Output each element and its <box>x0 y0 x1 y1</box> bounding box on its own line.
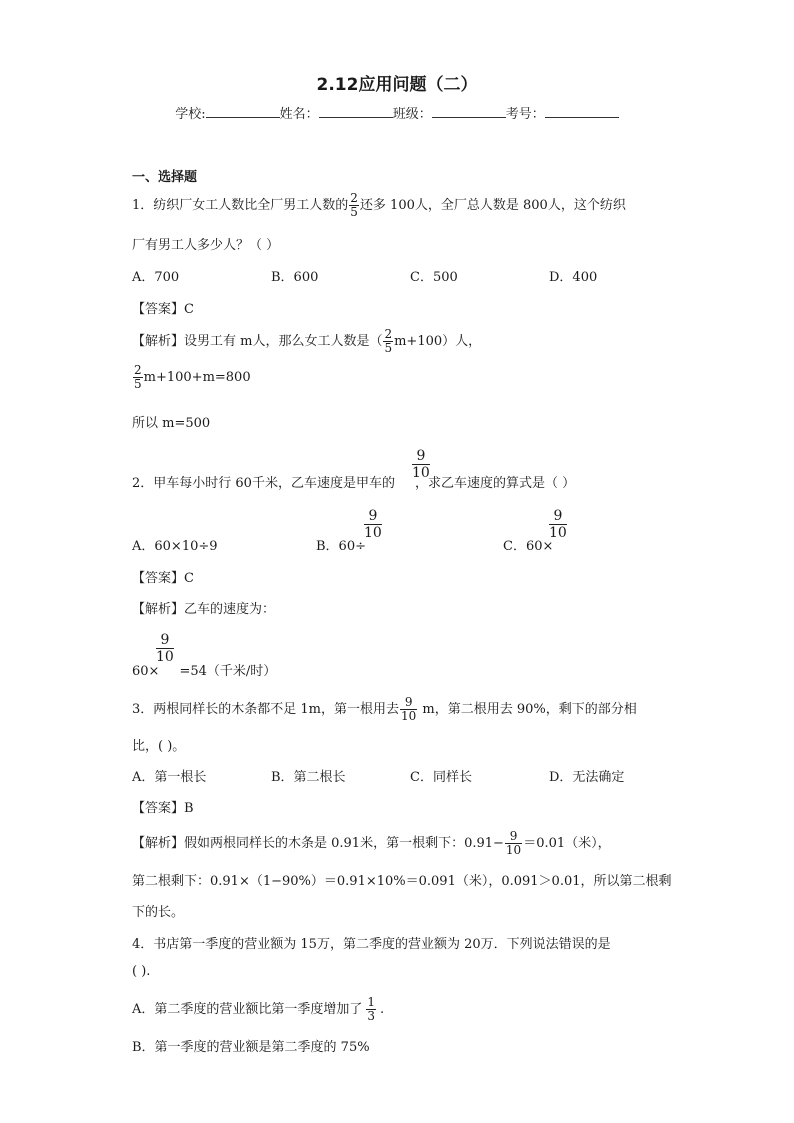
question-4-line-2: ( ). <box>132 964 151 979</box>
q2-option-b-fraction: $\frac{9}{10}$ <box>364 508 382 541</box>
q3-analysis-line-1: 【解析】假如两根同样长的木条是 0.91米，第一根剩下：0.91− $\frac{9}{10}$ ＝0.01（米）， <box>132 829 611 857</box>
q1-option-d: D．400 <box>549 270 598 285</box>
fraction: $\frac{9}{10}$ <box>401 695 417 723</box>
student-info-line <box>0 103 794 122</box>
fraction: $\frac{2}{5}$ <box>350 191 358 219</box>
question-1-line-1: 1．纺织厂女工人数比全厂男工人数的 $\frac{2}{5}$ 还多 100人，全厂总人数是 800人，这个纺织 <box>132 191 626 219</box>
question-1-line-2: 厂有男工人多少人？（ ） <box>132 238 280 253</box>
q3-option-a: A．第一根长 <box>132 770 207 785</box>
class-blank <box>432 105 506 118</box>
q3-option-b: B．第二根长 <box>271 770 346 785</box>
question-3-line-1: 3．两根同样长的木条都不足 1m，第一根用去 $\frac{9}{10}$ m，第二根用去 90%，剩下的部分相 <box>132 695 637 723</box>
q1-option-c: C．500 <box>410 270 458 285</box>
q1-equation: $\frac{2}{5}$ m+100+m=800 <box>134 363 251 391</box>
q1-result: 所以 m=500 <box>132 416 211 431</box>
q3-answer: 【答案】B <box>132 801 194 816</box>
q1-option-a: A．700 <box>132 270 180 285</box>
fraction: $\frac{1}{3}$ <box>367 995 376 1023</box>
question-2-line-1: 2．甲车每小时行 60千米，乙车速度是甲车的 ，求乙车速度的算式是（ ） <box>132 476 576 491</box>
q2-answer: 【答案】C <box>132 571 194 586</box>
page-title: 2.12应用问题（二） <box>316 75 478 95</box>
q2-option-a: A．60×10÷9 <box>132 539 218 554</box>
q3-option-c: C．同样长 <box>410 770 472 785</box>
q3-analysis-line-3: 下的长。 <box>132 905 185 920</box>
school-blank <box>206 105 280 118</box>
q1-analysis: 【解析】设男工有 m人，那么女工人数是（ $\frac{2}{5}$ m+100）人， <box>132 327 482 355</box>
section-heading: 一、选择题 <box>132 170 198 185</box>
question-4-line-1: 4．书店第一季度的营业额为 15万，第二季度的营业额为 20万．下列说法错误的是 <box>132 937 611 952</box>
name-blank <box>319 105 393 118</box>
q3-analysis-line-2: 第二根剩下：0.91×（1−90%）＝0.91×10%＝0.091（米），0.091＞0.01，所以第二根剩 <box>132 874 672 889</box>
q1-answer: 【答案】C <box>132 302 194 317</box>
q2-option-b: B．60÷ <box>316 539 366 554</box>
q2-stem-fraction: $\frac{9}{10}$ <box>412 448 430 481</box>
fraction: $\frac{2}{5}$ <box>384 327 393 355</box>
name-label: 姓名： <box>279 107 319 122</box>
fraction: $\frac{9}{10}$ <box>505 829 522 857</box>
number-label: 考号： <box>505 107 545 122</box>
q2-calc: 60× =54（千米/时） <box>132 664 277 679</box>
q4-option-a: A．第二季度的营业额比第一季度增加了 $\frac{1}{3}$ . <box>132 995 385 1023</box>
q2-analysis: 【解析】乙车的速度为： <box>132 602 276 617</box>
q2-calc-fraction: $\frac{9}{10}$ <box>156 632 174 665</box>
q3-option-d: D．无法确定 <box>549 770 625 785</box>
number-blank <box>545 105 619 118</box>
question-3-line-2: 比，( )。 <box>132 739 186 754</box>
class-label: 班级： <box>392 107 432 122</box>
q2-option-c: C．60× <box>503 539 554 554</box>
fraction: $\frac{2}{5}$ <box>134 363 142 391</box>
school-label: 学校: <box>175 107 206 122</box>
q4-option-b: B．第一季度的营业额是第二季度的 75% <box>132 1040 370 1055</box>
q2-option-c-fraction: $\frac{9}{10}$ <box>549 508 567 541</box>
q1-option-b: B．600 <box>271 270 319 285</box>
